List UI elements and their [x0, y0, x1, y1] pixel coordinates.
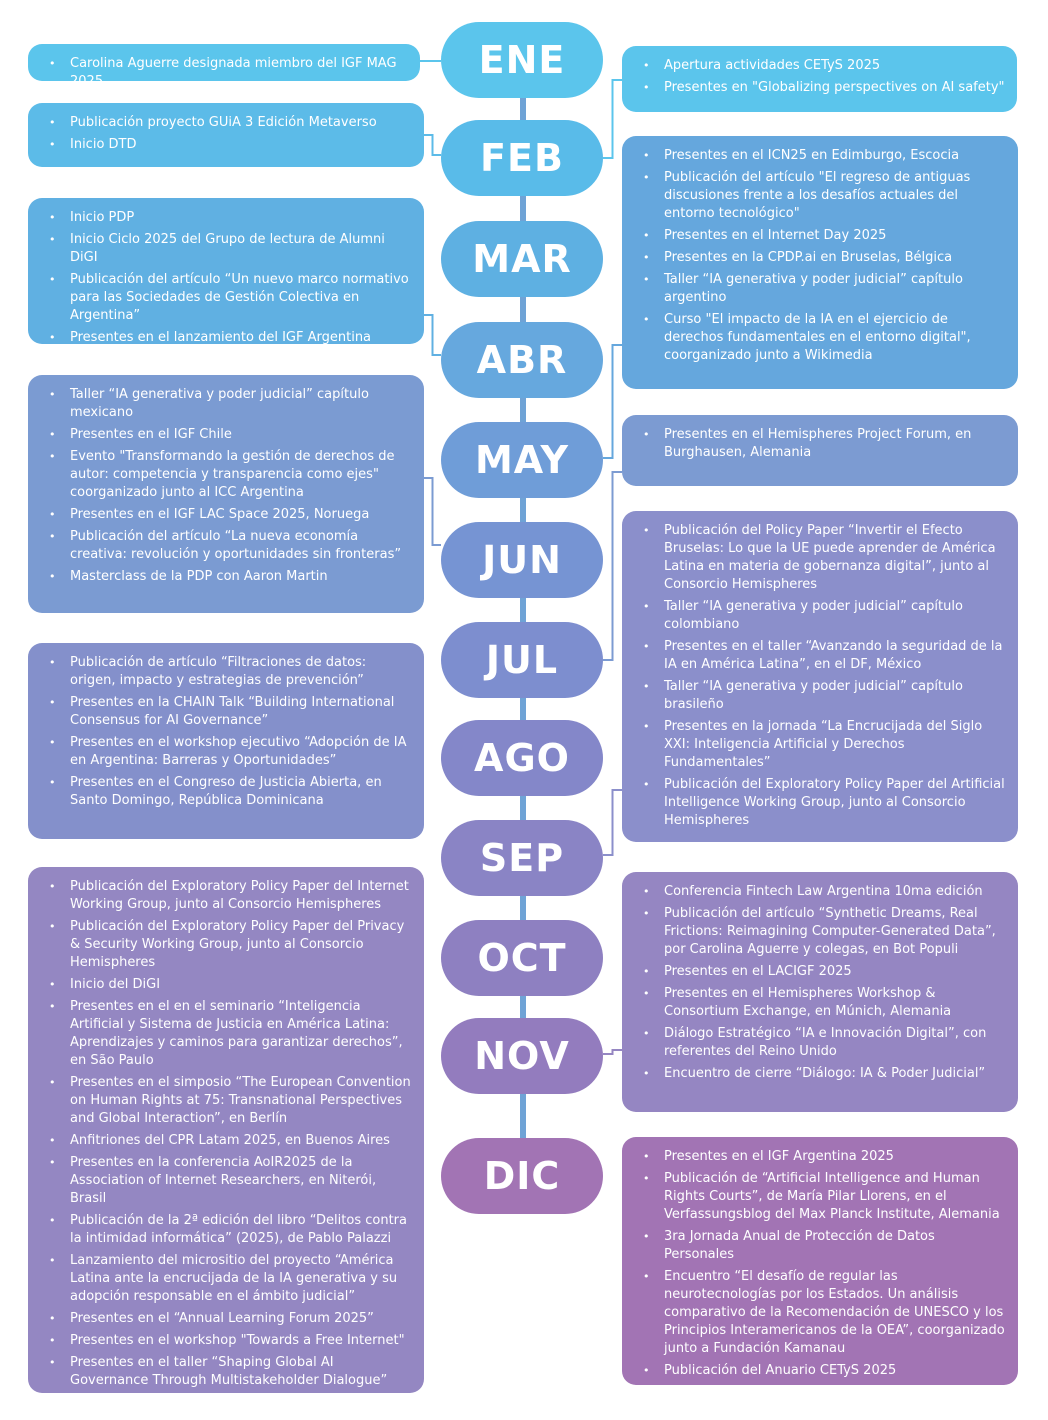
event-item: • Presentes en el “Annual Learning Forum 2025”: [40, 1310, 412, 1328]
event-item: • Presentes en el workshop "Towards a Free Internet": [40, 1332, 412, 1350]
event-item: • Evento "Transformando la gestión de derechos de autor: competencia y transparencia como ejes" coorganizado junto al ICC Argentina: [40, 448, 412, 502]
month-pill-mar: MAR: [441, 221, 603, 297]
event-item: • Presentes en el taller “Avanzando la seguridad de la IA en América Latina”, en el DF, México: [634, 638, 1006, 674]
event-list: [40, 114, 412, 154]
right-connector: [603, 345, 622, 458]
right-connector: [603, 1050, 622, 1054]
left-event-box-ago: [28, 643, 424, 839]
left-event-box-feb: [28, 103, 424, 167]
event-list: [634, 57, 1005, 97]
right-event-box-nov: [622, 872, 1018, 1112]
event-item: • Presentes en el IGF Chile: [40, 426, 412, 444]
event-list: [40, 654, 412, 810]
month-pill-jun: JUN: [441, 522, 603, 598]
event-item: • Presentes en la CHAIN Talk “Building International Consensus for AI Governance”: [40, 694, 412, 730]
event-item: • Presentes en el Congreso de Justicia Abierta, en Santo Domingo, República Dominicana: [40, 774, 412, 810]
event-item: • Publicación del Exploratory Policy Paper del Privacy & Security Working Group, junto al Consorcio Hemispheres: [40, 918, 412, 972]
event-item: • Presentes en la jornada “La Encrucijada del Siglo XXI: Inteligencia Artificial y Derechos Fundamentales”: [634, 718, 1006, 772]
left-connector: [424, 315, 441, 355]
event-item: • Encuentro de cierre “Diálogo: IA & Poder Judicial”: [634, 1065, 1006, 1083]
event-item: • Inicio Ciclo 2025 del Grupo de lectura de Alumni DiGI: [40, 231, 412, 267]
event-list: [40, 878, 412, 1390]
event-item: • Publicación del artículo “Un nuevo marco normativo para las Sociedades de Gestión Colectiva en Argentina”: [40, 271, 412, 325]
event-item: • Presentes en el Hemispheres Project Forum, en Burghausen, Alemania: [634, 426, 1006, 462]
month-pill-sep: SEP: [441, 820, 603, 896]
event-item: • Presentes en el IGF Argentina 2025: [634, 1148, 1006, 1166]
event-list: [634, 147, 1006, 365]
event-item: • Publicación proyecto GUiA 3 Edición Metaverso: [40, 114, 412, 132]
event-item: • Taller “IA generativa y poder judicial” capítulo colombiano: [634, 598, 1006, 634]
event-item: • Presentes en el Hemispheres Workshop & Consortium Exchange, en Múnich, Alemania: [634, 985, 1006, 1021]
event-item: • Publicación del artículo “Synthetic Dreams, Real Frictions: Reimagining Computer-Generated Data”, por Carolina Aguerre y colegas, en Bot Populi: [634, 905, 1006, 959]
event-list: [40, 386, 412, 586]
event-item: • Taller “IA generativa y poder judicial” capítulo mexicano: [40, 386, 412, 422]
event-list: [40, 209, 412, 347]
month-pill-nov: NOV: [441, 1018, 603, 1094]
event-item: • Inicio DTD: [40, 136, 412, 154]
right-connector: [603, 472, 622, 660]
event-item: • Taller “IA generativa y poder judicial” capítulo brasileño: [634, 678, 1006, 714]
event-item: • Presentes en el IGF LAC Space 2025, Noruega: [40, 506, 412, 524]
event-item: • Presentes en "Globalizing perspectives on AI safety": [634, 79, 1005, 97]
left-connector: [424, 478, 441, 545]
right-connector: [603, 790, 622, 855]
right-event-box-jul: [622, 415, 1018, 486]
event-item: • Presentes en el LACIGF 2025: [634, 963, 1006, 981]
event-item: • Publicación de la 2ª edición del libro “Delitos contra la intimidad informática” (2025), de Pablo Palazzi: [40, 1212, 412, 1248]
event-item: • Apertura actividades CETyS 2025: [634, 57, 1005, 75]
event-item: • Inicio PDP: [40, 209, 412, 227]
event-item: • Presentes en la conferencia AoIR2025 de la Association of Internet Researchers, en Niterói, Brasil: [40, 1154, 412, 1208]
event-item: • Publicación de “Artificial Intelligence and Human Rights Courts”, de María Pilar Llorens, en el Verfassungsblog del Max Planck Institute, Alemania: [634, 1170, 1006, 1224]
right-event-box-dic: [622, 1137, 1018, 1385]
left-connector: [424, 135, 441, 155]
event-item: • Carolina Aguerre designada miembro del IGF MAG 2025: [40, 55, 408, 91]
event-item: • Publicación del Anuario CETyS 2025: [634, 1362, 1006, 1380]
event-list: [634, 1148, 1006, 1380]
event-item: • Presentes en el lanzamiento del IGF Argentina: [40, 329, 412, 347]
month-pill-oct: OCT: [441, 920, 603, 996]
event-item: • Encuentro “El desafío de regular las neurotecnologías por los Estados. Un análisis comparativo de la Recomendación de UNESCO y los Principios Interamericanos de la OEA”, coorganizado junto a Fundación Kamanau: [634, 1268, 1006, 1358]
event-item: • Anfitriones del CPR Latam 2025, en Buenos Aires: [40, 1132, 412, 1150]
right-event-box-may: [622, 136, 1018, 389]
event-list: [634, 883, 1006, 1083]
right-connector: [603, 80, 622, 158]
event-item: • Curso "El impacto de la IA en el ejercicio de derechos fundamentales en el entorno digital", coorganizado junto a Wikimedia: [634, 311, 1006, 365]
event-item: • Inicio del DiGI: [40, 976, 412, 994]
right-event-box-feb: [622, 46, 1017, 112]
event-item: • Publicación del Exploratory Policy Paper del Artificial Intelligence Working Group, junto al Consorcio Hemispheres: [634, 776, 1006, 830]
event-item: • Masterclass de la PDP con Aaron Martin: [40, 568, 412, 586]
left-event-box-ene: [28, 44, 420, 89]
event-item: • Presentes en el taller “Shaping Global AI Governance Through Multistakeholder Dialogue”: [40, 1354, 412, 1390]
event-item: • Conferencia Fintech Law Argentina 10ma edición: [634, 883, 1006, 901]
left-event-box-jun: [28, 375, 424, 613]
month-pill-feb: FEB: [441, 120, 603, 196]
left-event-box-oct: [28, 867, 424, 1393]
left-event-box-mar-abr: [28, 198, 424, 344]
right-event-box-sep: [622, 511, 1018, 842]
event-list: [40, 55, 408, 91]
event-item: • Presentes en la CPDP.ai en Bruselas, Bélgica: [634, 249, 1006, 267]
event-item: • Presentes en el en el seminario “Inteligencia Artificial y Sistema de Justicia en América Latina: Aprendizajes y caminos para garantizar derechos”, en São Paulo: [40, 998, 412, 1070]
event-item: • Presentes en el Internet Day 2025: [634, 227, 1006, 245]
event-item: • Publicación del Policy Paper “Invertir el Efecto Bruselas: Lo que la UE puede aprender de América Latina en materia de gobernanza digital”, junto al Consorcio Hemispheres: [634, 522, 1006, 594]
month-pill-jul: JUL: [441, 622, 603, 698]
event-list: [634, 522, 1006, 830]
month-pill-may: MAY: [441, 422, 603, 498]
event-item: • Taller “IA generativa y poder judicial” capítulo argentino: [634, 271, 1006, 307]
event-item: • Presentes en el simposio “The European Convention on Human Rights at 75: Transnational Perspectives and Global Interaction”, en Berlín: [40, 1074, 412, 1128]
event-item: • Publicación del artículo "El regreso de antiguas discusiones frente a los desafíos actuales del entorno tecnológico": [634, 169, 1006, 223]
month-pill-dic: DIC: [441, 1138, 603, 1214]
month-pill-abr: ABR: [441, 322, 603, 398]
event-item: • 3ra Jornada Anual de Protección de Datos Personales: [634, 1228, 1006, 1264]
month-pill-ago: AGO: [441, 720, 603, 796]
event-item: • Presentes en el ICN25 en Edimburgo, Escocia: [634, 147, 1006, 165]
event-list: [634, 426, 1006, 462]
month-pill-ene: ENE: [441, 22, 603, 98]
event-item: • Presentes en el workshop ejecutivo “Adopción de IA en Argentina: Barreras y Oportunidades”: [40, 734, 412, 770]
event-item: • Lanzamiento del micrositio del proyecto “América Latina ante la encrucijada de la IA generativa y su adopción responsable en el ámbito judicial”: [40, 1252, 412, 1306]
event-item: • Publicación del Exploratory Policy Paper del Internet Working Group, junto al Consorcio Hemispheres: [40, 878, 412, 914]
event-item: • Publicación del artículo “La nueva economía creativa: revolución y oportunidades sin fronteras”: [40, 528, 412, 564]
event-item: • Publicación de artículo “Filtraciones de datos: origen, impacto y estrategias de prevención”: [40, 654, 412, 690]
event-item: • Diálogo Estratégico “IA e Innovación Digital”, con referentes del Reino Unido: [634, 1025, 1006, 1061]
